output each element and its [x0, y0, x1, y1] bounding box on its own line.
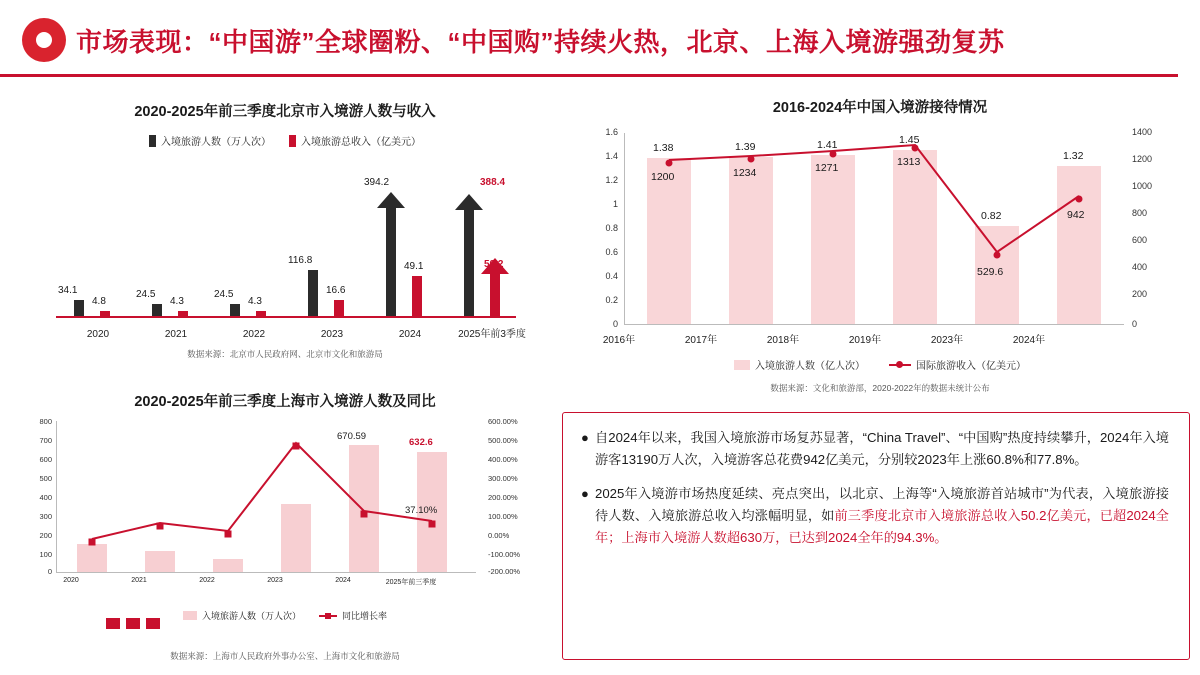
- legend-item-shanghai-visitors: [183, 609, 301, 622]
- header-divider: [22, 74, 1178, 77]
- y-left-tick-600: 600: [39, 455, 52, 464]
- x-label-shanghai-2023: 2023: [267, 577, 283, 584]
- x-label-shanghai-2021: 2021: [131, 577, 147, 584]
- chart-beijing-axis: [56, 316, 516, 318]
- y-right-tick-500: 500.00%: [488, 436, 518, 445]
- bar-label-visitors-2021: 24.5: [136, 289, 156, 300]
- y-right-tick-600: 600.00%: [488, 417, 518, 426]
- value-label-national-2019: 1.45: [899, 134, 920, 146]
- page-title: 市场表现：“中国游”全球圈粉、“中国购”持续火热，北京、上海入境游强劲复苏: [76, 27, 1005, 57]
- value-label-shanghai-rate: 37.10%: [405, 505, 438, 516]
- y-left-tick-1-2: 1.2: [605, 175, 618, 185]
- value-label-national-2016: 1.38: [653, 142, 674, 154]
- legend-label-national-visitors: 入境旅游人数（亿人次）: [755, 361, 865, 372]
- bar-revenue-2025: [490, 274, 500, 316]
- value-label-revenue-2024: 942: [1067, 209, 1085, 221]
- y-right-tick-1200: 1200: [1132, 154, 1153, 164]
- value-label-revenue-2019: 1313: [897, 156, 921, 168]
- y-left-tick-400: 400: [39, 493, 52, 502]
- x-label-2024: 2024: [398, 329, 422, 340]
- point-shanghai-2025: [429, 521, 436, 528]
- bar-group-2022: [216, 146, 292, 316]
- chart-national-inbound: [570, 96, 1190, 396]
- bar-label-revenue-2025: 50.2: [484, 259, 504, 270]
- point-shanghai-2020: [89, 539, 96, 546]
- y-left-tick-0: 0: [612, 319, 618, 329]
- chart-beijing-source: 数据来源：北京市人民政府网、北京市文化和旅游局: [187, 349, 383, 359]
- point-shanghai-2021: [157, 523, 164, 530]
- point-national-2017: [748, 156, 755, 163]
- chart-national-frame: [624, 133, 1124, 325]
- x-label-national-2016: 2016年: [602, 335, 636, 346]
- y-right-tick-neg100: -100.00%: [488, 550, 521, 559]
- value-label-revenue-2023: 529.6: [977, 266, 1004, 278]
- value-label-shanghai-2024: 670.59: [337, 431, 367, 442]
- y-left-tick-300: 300: [39, 512, 52, 521]
- page-header: [0, 0, 1200, 78]
- chart-shanghai-title: 2020-2025年前三季度上海市入境游人数及同比: [134, 394, 436, 410]
- legend-label-revenue: 入境旅游总收入（亿美元）: [301, 137, 421, 148]
- bullet-icon-2: ●: [581, 486, 589, 501]
- y-left-tick-1-4: 1.4: [605, 151, 618, 161]
- legend-label-national-revenue: 国际旅游收入（亿美元）: [916, 361, 1026, 372]
- bar-label-visitors-2023: 116.8: [288, 255, 313, 266]
- value-label-national-2023: 0.82: [981, 210, 1002, 222]
- chart-shanghai-legend: [20, 609, 550, 622]
- y-right-tick-0: 0.00%: [488, 531, 510, 540]
- bar-revenue-2022: [256, 311, 266, 316]
- point-national-2024: [1076, 196, 1083, 203]
- value-label-revenue-2018: 1271: [815, 162, 839, 174]
- bar-label-visitors-2020: 34.1: [58, 285, 78, 296]
- bar-visitors-2023: [308, 270, 318, 316]
- legend-item-shanghai-growth: [319, 609, 387, 622]
- x-label-shanghai-2024: 2024: [335, 577, 351, 584]
- chart-shanghai-frame: [56, 421, 476, 573]
- legend-item-national-revenue: [889, 357, 1026, 372]
- bar-label-revenue-2023: 16.6: [326, 285, 346, 296]
- insight-text-2: [595, 483, 1169, 549]
- y-right-tick-100: 100.00%: [488, 512, 518, 521]
- decorative-blocks: [106, 618, 160, 629]
- legend-swatch-pink: [183, 611, 197, 620]
- y-right-tick-800: 800: [1132, 208, 1148, 218]
- x-label-national-2024: 2024年: [1012, 335, 1046, 346]
- insight-item-2: [581, 483, 1169, 549]
- bar-group-2023: [288, 146, 370, 316]
- line-national-revenue: [625, 133, 1125, 325]
- insight-text-2-plain: 2025年入境游市场热度延续、亮点突出，以北京、上海等“入境旅游首站城市”为代表，入境旅游接待人数、入境旅游总收入均涨幅明显，如: [595, 486, 1169, 523]
- value-label-revenue-2017: 1234: [733, 167, 757, 179]
- point-shanghai-2022: [225, 531, 232, 538]
- x-label-national-2023: 2023年: [930, 335, 964, 346]
- chart-beijing-plot: [20, 154, 550, 354]
- header-divider-accent: [0, 74, 22, 77]
- bar-visitors-2021: [152, 304, 162, 316]
- y-right-tick-0: 0: [1132, 319, 1138, 329]
- legend-swatch-line: [319, 615, 337, 617]
- bar-label-revenue-2020: 4.8: [92, 296, 106, 307]
- value-label-revenue-2016: 1200: [651, 171, 675, 183]
- value-label-national-2018: 1.41: [817, 139, 838, 151]
- y-left-tick-200: 200: [39, 531, 52, 540]
- bar-label-visitors-2025: 388.4: [480, 177, 506, 188]
- y-right-tick-400: 400: [1132, 262, 1148, 272]
- chart-shanghai-source: 数据来源：上海市人民政府外事办公室、上海市文化和旅游局: [170, 651, 400, 661]
- legend-item-national-visitors: [734, 357, 865, 372]
- chart-shanghai-inbound: [20, 390, 550, 670]
- legend-swatch-pink-national: [734, 360, 750, 370]
- chart-national-title: 2016-2024年中国入境游接待情况: [772, 100, 988, 116]
- y-right-tick-400: 400.00%: [488, 455, 518, 464]
- bar-visitors-2024: [386, 208, 396, 316]
- bar-visitors-2020: [74, 300, 84, 316]
- value-label-national-2017: 1.39: [735, 141, 756, 153]
- insight-item-1: [581, 427, 1169, 471]
- insight-text-1: 自2024年以来，我国入境旅游市场复苏显著，“China Travel”、“中国购”热度持续攀升，2024年入境游客13190万人次，入境游客总花费942亿美元，分别较2023年上涨60.8%和77.8%。: [595, 430, 1169, 467]
- chart-shanghai-plot: [20, 415, 550, 605]
- bar-group-2020: [60, 146, 136, 316]
- y-left-tick-0-8: 0.8: [605, 223, 618, 233]
- x-label-2025: 2025年前3季度: [458, 329, 526, 340]
- bar-group-2024: [364, 146, 448, 316]
- bar-revenue-2020: [100, 311, 110, 316]
- legend-label-visitors: 入境旅游人数（万人次）: [161, 137, 271, 148]
- chart-national-plot: [570, 125, 1190, 355]
- y-right-tick-200: 200: [1132, 289, 1148, 299]
- point-national-2023: [994, 252, 1001, 259]
- bar-label-revenue-2021: 4.3: [170, 296, 184, 307]
- chart-national-legend: [570, 357, 1190, 372]
- y-right-tick-1000: 1000: [1132, 181, 1153, 191]
- y-right-tick-300: 300.00%: [488, 474, 518, 483]
- chart-beijing-inbound: [20, 96, 550, 386]
- bar-group-2021: [138, 146, 214, 316]
- y-left-tick-1-6: 1.6: [605, 127, 618, 137]
- bar-group-2025: [450, 146, 526, 316]
- y-right-tick-200: 200.00%: [488, 493, 518, 502]
- value-label-shanghai-2025: 632.6: [409, 437, 433, 448]
- point-shanghai-2023: [293, 443, 300, 450]
- bar-visitors-2025: [464, 210, 474, 316]
- legend-label-shanghai-visitors: 入境旅游人数（万人次）: [201, 611, 301, 621]
- x-label-shanghai-2020: 2020: [63, 577, 79, 584]
- bar-label-revenue-2022: 4.3: [248, 296, 262, 307]
- bar-visitors-2022: [230, 304, 240, 316]
- x-label-national-2019: 2019年: [848, 335, 882, 346]
- x-label-2023: 2023: [320, 329, 344, 340]
- bar-revenue-2021: [178, 311, 188, 316]
- bar-label-revenue-2024: 49.1: [404, 261, 424, 272]
- x-label-national-2018: 2018年: [766, 335, 800, 346]
- legend-swatch-line-national: [889, 364, 911, 366]
- point-shanghai-2024: [361, 511, 368, 518]
- x-label-shanghai-2025: 2025年前三季度: [385, 579, 437, 586]
- y-left-tick-0-4: 0.4: [605, 271, 618, 281]
- brand-logo-icon: [22, 18, 66, 62]
- bar-revenue-2024: [412, 276, 422, 316]
- x-label-national-2017: 2017年: [684, 335, 718, 346]
- bullet-icon-1: ●: [581, 430, 589, 445]
- x-label-shanghai-2022: 2022: [199, 577, 215, 584]
- y-left-tick-1: 1: [612, 199, 618, 209]
- legend-swatch-dark: [149, 135, 156, 147]
- x-label-2020: 2020: [86, 329, 110, 340]
- y-right-tick-neg200: -200.00%: [488, 567, 521, 576]
- legend-label-shanghai-growth: 同比增长率: [342, 611, 388, 621]
- bar-label-visitors-2022: 24.5: [214, 289, 234, 300]
- chart-national-source: 数据来源：文化和旅游部，2020-2022年的数据未统计公布: [770, 383, 990, 393]
- y-left-tick-100: 100: [39, 550, 52, 559]
- y-left-tick-700: 700: [39, 436, 52, 445]
- y-right-tick-1400: 1400: [1132, 127, 1153, 137]
- point-national-2016: [666, 160, 673, 167]
- y-left-tick-0-6: 0.6: [605, 247, 618, 257]
- x-label-2022: 2022: [242, 329, 266, 340]
- y-left-tick-500: 500: [39, 474, 52, 483]
- y-left-tick-800: 800: [39, 417, 52, 426]
- point-national-2018: [830, 151, 837, 158]
- y-left-tick-0-2: 0.2: [605, 295, 618, 305]
- value-label-national-2024: 1.32: [1063, 150, 1084, 162]
- bar-label-visitors-2024: 394.2: [364, 177, 390, 188]
- chart-beijing-title: 2020-2025年前三季度北京市入境游人数与收入: [134, 104, 436, 120]
- x-label-2021: 2021: [164, 329, 188, 340]
- bar-revenue-2023: [334, 300, 344, 316]
- insight-text-2-highlight: 前三季度北京市入境旅游总收入50.2亿美元，已超2024全年；上海市入境游人数超630万，已达到2024全年的94.3%。: [595, 508, 1169, 545]
- y-right-tick-600: 600: [1132, 235, 1148, 245]
- legend-swatch-red: [289, 135, 296, 147]
- y-left-tick-0: 0: [47, 567, 52, 576]
- insights-textbox: [562, 412, 1190, 660]
